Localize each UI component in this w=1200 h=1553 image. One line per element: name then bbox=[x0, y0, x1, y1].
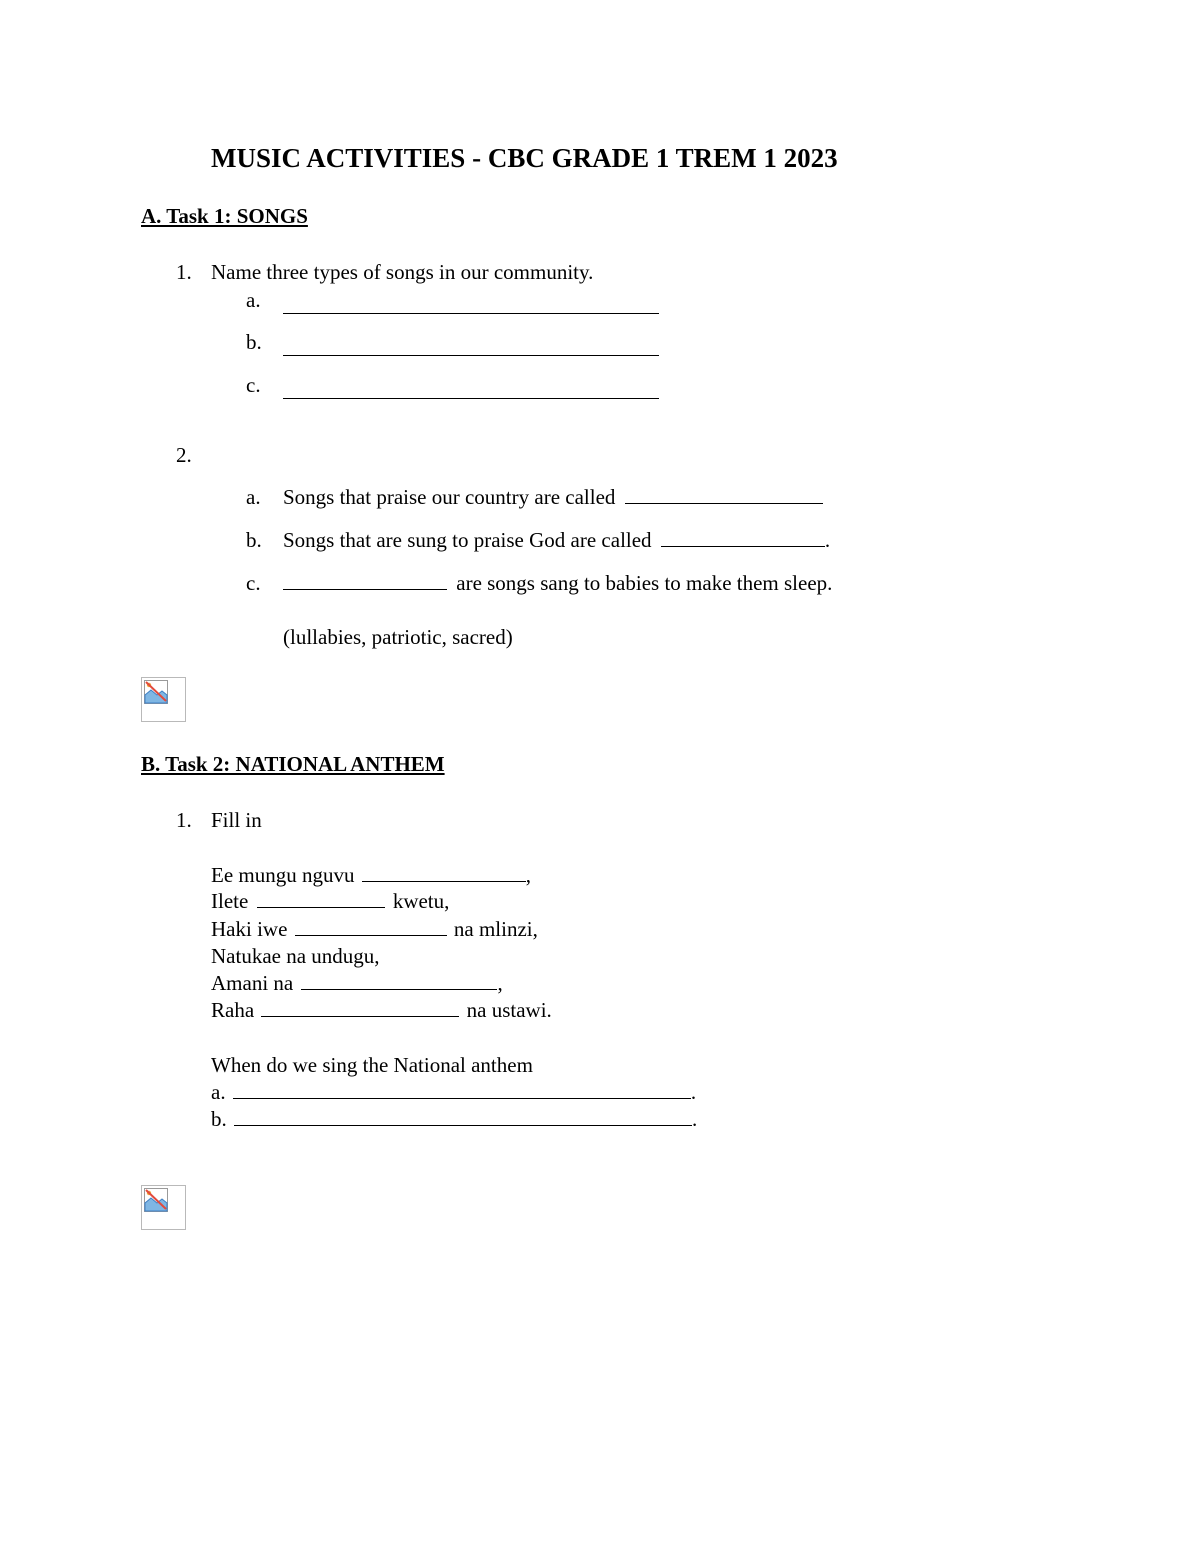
answer-blank[interactable] bbox=[283, 299, 659, 314]
section-b-heading: B. Task 2: NATIONAL ANTHEM bbox=[141, 752, 445, 776]
q2-letter-c: c. bbox=[246, 571, 261, 595]
when-letter: b. bbox=[211, 1107, 227, 1131]
q1-option-a: a. bbox=[246, 288, 261, 312]
q2-item-b bbox=[283, 530, 830, 551]
anthem-text: na mlinzi, bbox=[453, 917, 538, 941]
answer-blank[interactable] bbox=[257, 893, 385, 908]
when-end: . bbox=[690, 1080, 697, 1104]
anthem-text: Ee mungu nguvu bbox=[211, 863, 355, 887]
q1-answer-b bbox=[283, 339, 659, 360]
answer-blank[interactable] bbox=[362, 867, 526, 882]
q1-number: 1. bbox=[176, 260, 192, 284]
anthem-text: , bbox=[497, 971, 503, 995]
b-q1-text: Fill in bbox=[211, 808, 262, 832]
answer-blank[interactable] bbox=[301, 975, 497, 990]
q2-text-b: Songs that are sung to praise God are called bbox=[283, 528, 652, 552]
anthem-line-3 bbox=[211, 919, 538, 940]
anthem-text: kwetu, bbox=[392, 889, 450, 913]
anthem-text: Amani na bbox=[211, 971, 294, 995]
answer-blank[interactable] bbox=[295, 921, 447, 936]
anthem-line-4: Natukae na undugu, bbox=[211, 944, 380, 968]
anthem-text: Raha bbox=[211, 998, 255, 1022]
anthem-line-2 bbox=[211, 891, 449, 912]
when-end: . bbox=[692, 1107, 698, 1131]
broken-image-icon bbox=[141, 677, 186, 722]
answer-blank[interactable] bbox=[283, 384, 659, 399]
anthem-text: Haki iwe bbox=[211, 917, 288, 941]
q1-option-c: c. bbox=[246, 373, 261, 397]
q2-letter-a: a. bbox=[246, 485, 261, 509]
b-q1-number: 1. bbox=[176, 808, 192, 832]
section-a-heading: A. Task 1: SONGS bbox=[141, 204, 308, 228]
anthem-line-6 bbox=[211, 1000, 552, 1021]
answer-blank[interactable] bbox=[261, 1002, 459, 1017]
answer-blank[interactable] bbox=[283, 575, 447, 590]
anthem-text: , bbox=[525, 863, 531, 887]
answer-blank[interactable] bbox=[283, 341, 659, 356]
page-title: MUSIC ACTIVITIES - CBC GRADE 1 TREM 1 2023 bbox=[211, 143, 838, 173]
q1-answer-a bbox=[283, 297, 659, 318]
when-question: When do we sing the National anthem bbox=[211, 1053, 533, 1077]
broken-image-icon bbox=[141, 1185, 186, 1230]
answer-blank[interactable] bbox=[625, 489, 823, 504]
when-letter: a. bbox=[211, 1080, 226, 1104]
q2-text-a: Songs that praise our country are called bbox=[283, 485, 616, 509]
anthem-line-5 bbox=[211, 973, 503, 994]
q2-item-c bbox=[283, 573, 832, 594]
q1-option-b: b. bbox=[246, 330, 262, 354]
answer-blank[interactable] bbox=[661, 532, 825, 547]
anthem-text: Ilete bbox=[211, 889, 249, 913]
q2-end-b: . bbox=[824, 528, 831, 552]
answer-blank[interactable] bbox=[234, 1111, 692, 1126]
q2-number: 2. bbox=[176, 443, 192, 467]
q2-text-c: are songs sang to babies to make them sleep. bbox=[456, 571, 833, 595]
q2-letter-b: b. bbox=[246, 528, 262, 552]
when-answer-b bbox=[211, 1109, 697, 1130]
answer-blank[interactable] bbox=[233, 1084, 691, 1099]
q2-choices: (lullabies, patriotic, sacred) bbox=[283, 625, 513, 649]
q2-item-a bbox=[283, 487, 823, 508]
when-answer-a bbox=[211, 1082, 696, 1103]
q1-text: Name three types of songs in our community. bbox=[211, 260, 594, 284]
anthem-line-1 bbox=[211, 865, 531, 886]
q1-answer-c bbox=[283, 382, 659, 403]
anthem-text: na ustawi. bbox=[466, 998, 552, 1022]
